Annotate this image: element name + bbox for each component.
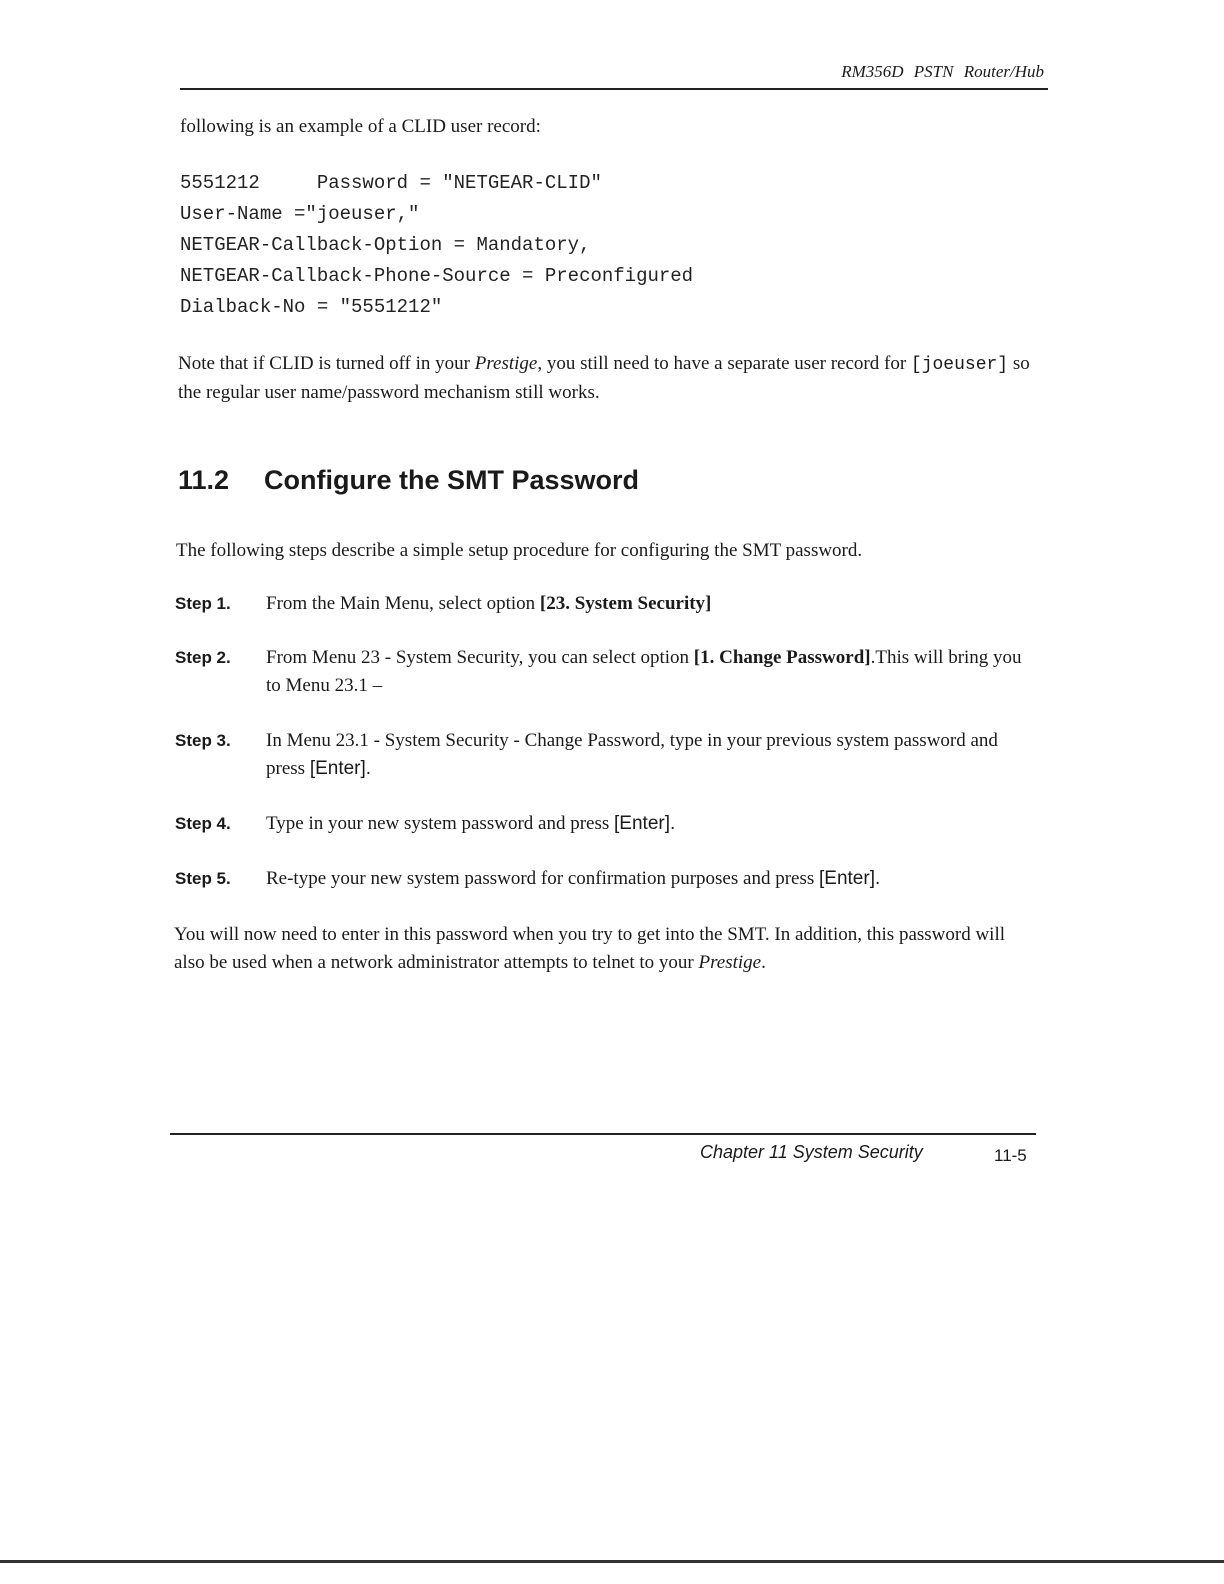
step-label: Step 4. [175, 814, 231, 833]
code-line: 5551212 Password = "NETGEAR-CLID" [180, 172, 602, 194]
section-heading [178, 465, 639, 496]
code-line: Dialback-No = "5551212" [180, 296, 443, 318]
step-item [175, 644, 1035, 700]
header-rule [180, 88, 1048, 90]
code-line: User-Name ="joeuser," [180, 203, 420, 225]
step-text: From the Main Menu, select option [23. System Security] [266, 593, 712, 614]
footer-rule [170, 1133, 1036, 1135]
step-text: In Menu 23.1 - System Security - Change Password, type in your previous system password and press [Enter]. [266, 730, 998, 779]
code-block [180, 168, 693, 323]
step-label: Step 2. [175, 648, 231, 667]
footer-chapter: Chapter 11 System Security [700, 1142, 923, 1162]
step-text: Re-type your new system password for confirmation purposes and press [Enter]. [266, 868, 881, 889]
step-label: Step 5. [175, 869, 231, 888]
username-code: [joeuser] [910, 355, 1009, 375]
enter-key: [Enter]. [819, 868, 881, 889]
step-text: Type in your new system password and press [Enter]. [266, 813, 676, 834]
page-number: 11-5 [994, 1146, 1027, 1165]
closing-paragraph: You will now need to enter in this password when you try to get into the SMT. In addition, this password will also be used when a network administrator attempts to telnet to your Prestige. [174, 924, 1006, 973]
section-intro: The following steps describe a simple setup procedure for configuring the SMT password. [176, 540, 863, 561]
step-item [175, 865, 1035, 893]
running-header: RM356D PSTN Router/Hub [841, 62, 1044, 81]
step-label: Step 3. [175, 731, 231, 750]
step-text: From Menu 23 - System Security, you can select option [1. Change Password].This will bring you to Menu 23.1 – [266, 647, 1022, 696]
menu-option: [23. System Security] [539, 593, 712, 614]
note-paragraph: Note that if CLID is turned off in your Prestige, you still need to have a separate user record for [joeuser] so the regular user name/password mechanism still works. [178, 353, 1030, 403]
enter-key: [Enter]. [309, 758, 372, 779]
intro-text: following is an example of a CLID user record: [180, 116, 541, 137]
step-label: Step 1. [175, 594, 231, 613]
scan-edge-line [0, 1560, 1224, 1563]
step-item [175, 727, 1035, 783]
menu-option: [1. Change Password] [693, 647, 871, 668]
product-name: Prestige [474, 353, 538, 374]
step-item [175, 590, 1035, 618]
section-title: Configure the SMT Password [264, 465, 640, 495]
enter-key: [Enter]. [614, 813, 676, 834]
code-line: NETGEAR-Callback-Phone-Source = Preconfigured [180, 265, 694, 287]
product-name: Prestige [698, 952, 762, 973]
code-line: NETGEAR-Callback-Option = Mandatory, [180, 234, 591, 256]
step-item [175, 810, 1035, 838]
section-number: 11.2 [178, 465, 230, 495]
